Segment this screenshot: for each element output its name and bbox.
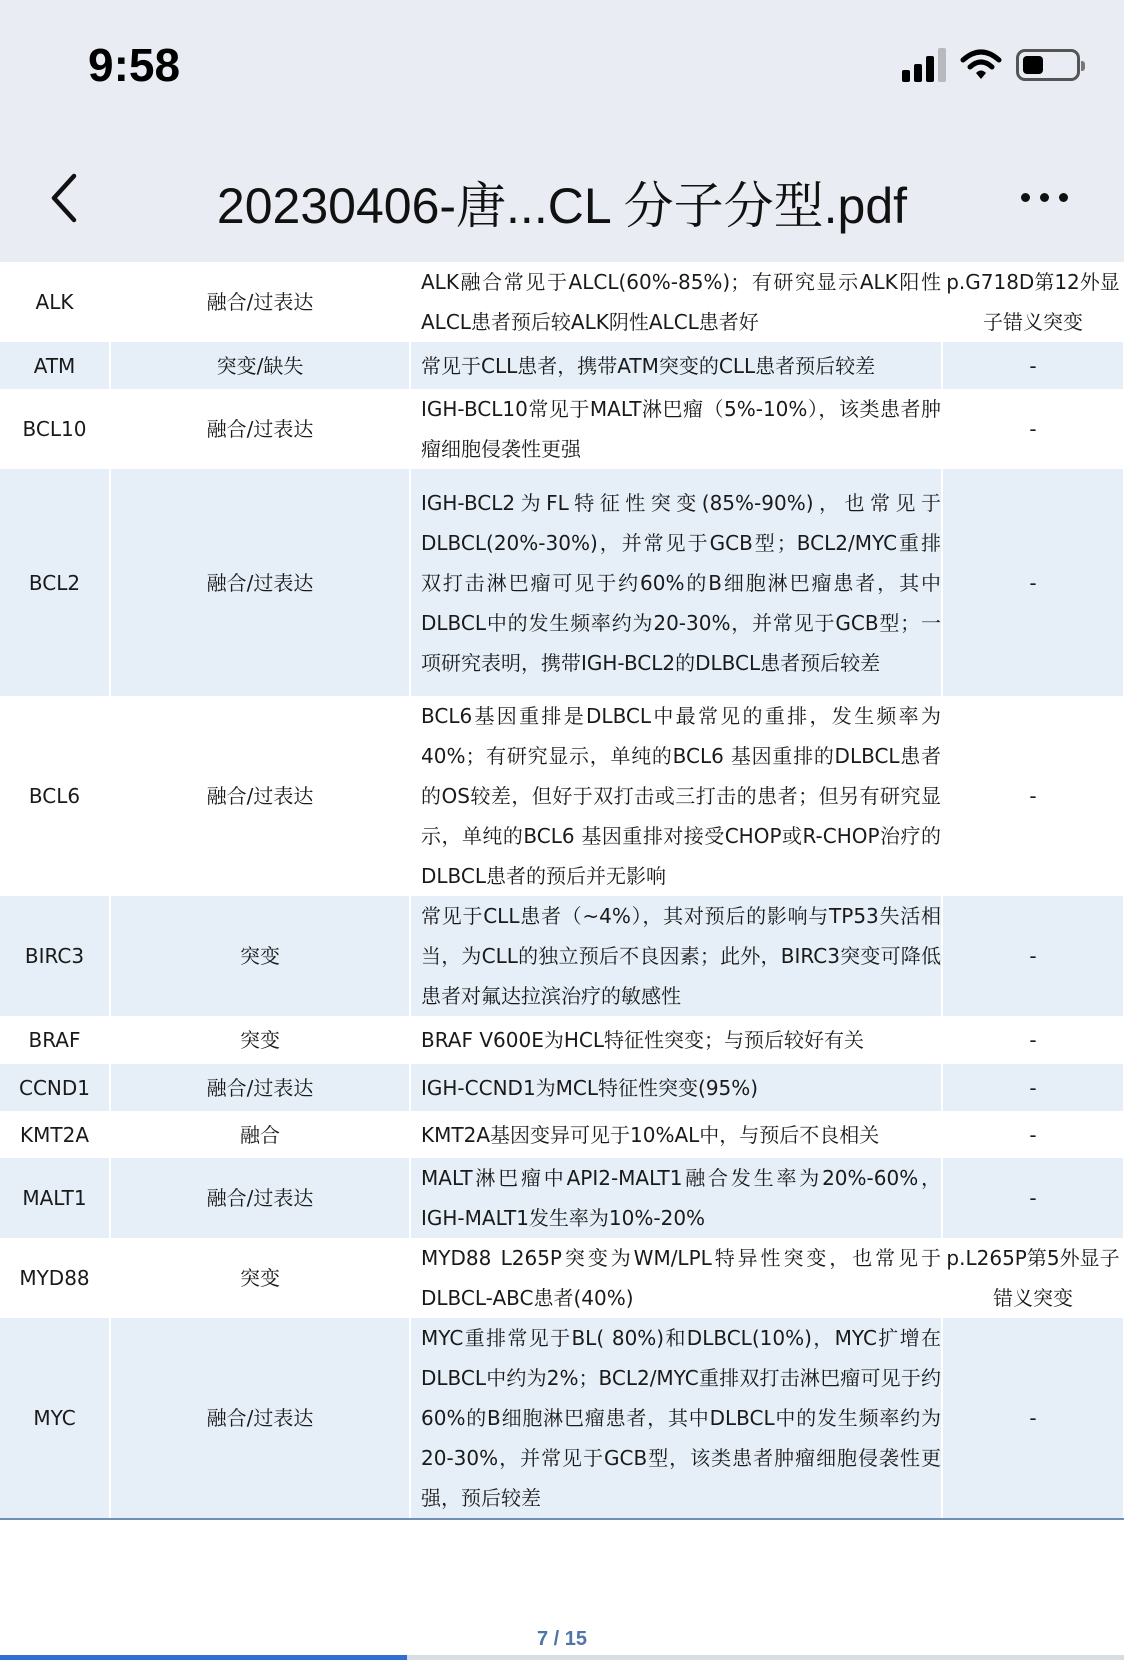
variant-type-cell: 突变 (110, 896, 410, 1016)
gene-table (0, 262, 1124, 1520)
status-icons (902, 48, 1080, 82)
top-bar (0, 0, 1124, 262)
page-progress-bar[interactable] (0, 1655, 1124, 1660)
variant-site-cell: - (942, 1016, 1124, 1064)
variant-site-cell: - (942, 342, 1124, 389)
variant-site-cell: - (942, 1111, 1124, 1158)
variant-type-cell: 融合/过表达 (110, 1064, 410, 1111)
battery-icon (1016, 49, 1080, 81)
gene-cell: MYD88 (0, 1238, 110, 1318)
document-title: 20230406-唐...CL 分子分型.pdf (216, 178, 908, 234)
table-row (0, 1064, 1124, 1111)
gene-cell: BCL10 (0, 389, 110, 469)
cellular-signal-icon (902, 48, 946, 82)
variant-site-cell: - (942, 696, 1124, 896)
variant-type-cell: 融合/过表达 (110, 262, 410, 342)
variant-site-cell: - (942, 1158, 1124, 1238)
description-cell: BCL6基因重排是DLBCL中最常见的重排，发生频率为40%；有研究显示，单纯的BCL6 基因重排的DLBCL患者的OS较差，但好于双打击或三打击的患者；但另有研究显示，单纯的BCL6 基因重排对接受CHOP或R-CHOP治疗的DLBCL患者的预后并无影响 (410, 696, 942, 896)
description-cell: BRAF V600E为HCL特征性突变；与预后较好有关 (410, 1016, 942, 1064)
table-row (0, 389, 1124, 469)
gene-cell: CCND1 (0, 1064, 110, 1111)
variant-type-cell: 融合/过表达 (110, 469, 410, 696)
table-row (0, 262, 1124, 342)
table-row (0, 1238, 1124, 1318)
gene-cell: ATM (0, 342, 110, 389)
gene-cell: BCL2 (0, 469, 110, 696)
description-cell: IGH-BCL10常见于MALT淋巴瘤（5%-10%），该类患者肿瘤细胞侵袭性更强 (410, 389, 942, 469)
wifi-icon (960, 49, 1002, 81)
variant-type-cell: 融合 (110, 1111, 410, 1158)
table-row (0, 342, 1124, 389)
description-cell: ALK融合常见于ALCL(60%-85%)；有研究显示ALK阳性ALCL患者预后较ALK阴性ALCL患者好 (410, 262, 942, 342)
variant-site-cell: - (942, 469, 1124, 696)
description-cell: IGH-CCND1为MCL特征性突变(95%) (410, 1064, 942, 1111)
status-time: 9:58 (88, 39, 181, 91)
table-row (0, 1111, 1124, 1158)
variant-site-cell: p.G718D第12外显子错义突变 (942, 262, 1124, 342)
variant-site-cell: p.L265P第5外显子错义突变 (942, 1238, 1124, 1318)
description-cell: KMT2A基因变异可见于10%AL中，与预后不良相关 (410, 1111, 942, 1158)
description-cell: IGH-BCL2为FL特征性突变(85%-90%)，也常见于DLBCL(20%-30%)，并常见于GCB型；BCL2/MYC重排双打击淋巴瘤可见于约60%的B细胞淋巴瘤患者，其中DLBCL中的发生频率约为20-30%，并常见于GCB型；一项研究表明，携带IGH-BCL2的DLBCL患者预后较差 (410, 469, 942, 696)
page-indicator: 7 / 15 (536, 1628, 588, 1650)
variant-site-cell: - (942, 1064, 1124, 1111)
description-cell: 常见于CLL患者（~4%），其对预后的影响与TP53失活相当，为CLL的独立预后不良因素；此外，BIRC3突变可降低患者对氟达拉滨治疗的敏感性 (410, 896, 942, 1016)
table-row (0, 1158, 1124, 1238)
gene-cell: BIRC3 (0, 896, 110, 1016)
description-cell: 常见于CLL患者，携带ATM突变的CLL患者预后较差 (410, 342, 942, 389)
back-arrow-icon[interactable] (44, 170, 88, 226)
variant-type-cell: 突变/缺失 (110, 342, 410, 389)
gene-cell: ALK (0, 262, 110, 342)
variant-site-cell: - (942, 389, 1124, 469)
table-row (0, 1318, 1124, 1519)
table-row (0, 896, 1124, 1016)
gene-cell: MALT1 (0, 1158, 110, 1238)
table-row (0, 1016, 1124, 1064)
description-cell: MYD88 L265P突变为WM/LPL特异性突变，也常见于DLBCL-ABC患者(40%) (410, 1238, 942, 1318)
variant-type-cell: 融合/过表达 (110, 389, 410, 469)
variant-type-cell: 融合/过表达 (110, 1158, 410, 1238)
variant-type-cell: 融合/过表达 (110, 696, 410, 896)
table-row (0, 469, 1124, 696)
description-cell: MALT淋巴瘤中API2-MALT1融合发生率为20%-60%，IGH-MALT1发生率为10%-20% (410, 1158, 942, 1238)
variant-type-cell: 突变 (110, 1016, 410, 1064)
variant-type-cell: 突变 (110, 1238, 410, 1318)
page-progress-fill (0, 1655, 407, 1660)
variant-site-cell: - (942, 896, 1124, 1016)
gene-cell: KMT2A (0, 1111, 110, 1158)
table-row (0, 696, 1124, 896)
gene-cell: BRAF (0, 1016, 110, 1064)
gene-cell: MYC (0, 1318, 110, 1519)
description-cell: MYC重排常见于BL( 80%)和DLBCL(10%)，MYC扩增在DLBCL中约为2%；BCL2/MYC重排双打击淋巴瘤可见于约60%的B细胞淋巴瘤患者，其中DLBCL中的发生频率约为20-30%，并常见于GCB型，该类患者肿瘤细胞侵袭性更强，预后较差 (410, 1318, 942, 1519)
gene-cell: BCL6 (0, 696, 110, 896)
variant-site-cell: - (942, 1318, 1124, 1519)
variant-type-cell: 融合/过表达 (110, 1318, 410, 1519)
more-options-icon[interactable] (1021, 170, 1068, 224)
